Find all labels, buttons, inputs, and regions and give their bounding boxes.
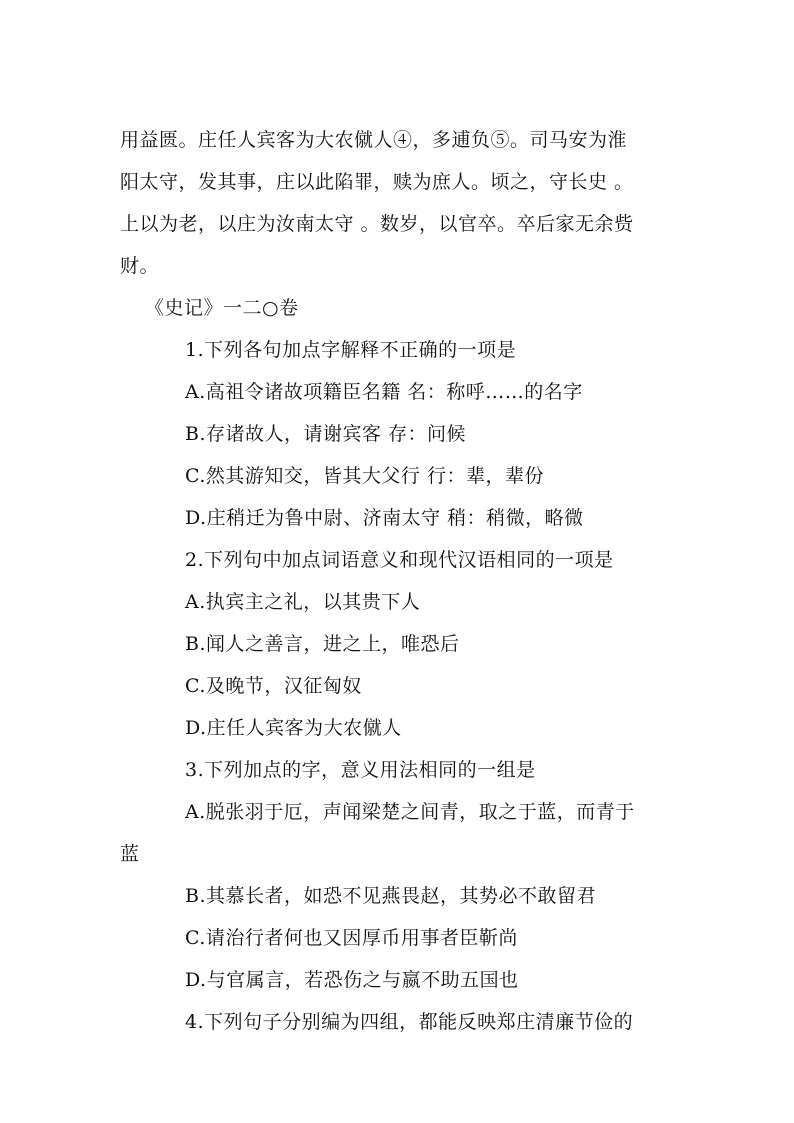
passage-line-1: 用益匮。庄任人宾客为大农僦人④，多逋负⑤。司马安为淮 (120, 129, 628, 151)
question-2-option-b: B.闻人之善言，进之上，唯恐后 (185, 633, 460, 655)
question-2-option-d: D.庄任人宾客为大农僦人 (185, 717, 402, 739)
question-3-option-c: C.请治行者何也又因厚币用事者臣靳尚 (185, 927, 518, 949)
question-2-option-c: C.及晚节，汉征匈奴 (185, 675, 362, 697)
question-2-stem: 2.下列句中加点词语意义和现代汉语相同的一项是 (185, 549, 614, 571)
question-1-option-a: A.高祖令诸故项籍臣名籍 名：称呼……的名字 (185, 381, 583, 403)
passage-line-4: 财。 (120, 255, 160, 277)
question-3-option-b: B.其慕长者，如恐不见燕畏赵，其势必不敢留君 (185, 885, 597, 907)
question-3-option-d: D.与官属言，若恐伤之与嬴不助五国也 (185, 969, 519, 991)
question-3-option-a-continuation: 蓝 (120, 843, 140, 865)
source-citation: 《史记》一二○卷 (145, 297, 299, 319)
question-1-option-b: B.存诸故人，请谢宾客 存：问候 (185, 423, 467, 445)
question-1-option-c: C.然其游知交，皆其大父行 行：辈，辈份 (185, 465, 544, 487)
question-4-stem: 4.下列句子分别编为四组，都能反映郑庄清廉节俭的 (185, 1011, 634, 1033)
passage-line-3: 上以为老，以庄为汝南太守 。数岁，以官卒。卒后家无余赀 (120, 213, 634, 235)
question-2-option-a: A.执宾主之礼，以其贵下人 (185, 591, 421, 613)
question-1-stem: 1.下列各句加点字解释不正确的一项是 (185, 339, 517, 361)
passage-line-2: 阳太守，发其事，庄以此陷罪，赎为庶人。顷之，守长史 。 (120, 171, 634, 193)
question-1-option-d: D.庄稍迁为鲁中尉、济南太守 稍：稍微，略微 (185, 507, 584, 529)
question-3-option-a: A.脱张羽于厄，声闻梁楚之间青，取之于蓝，而青于 (185, 801, 635, 823)
question-3-stem: 3.下列加点的字，意义用法相同的一组是 (185, 759, 536, 781)
